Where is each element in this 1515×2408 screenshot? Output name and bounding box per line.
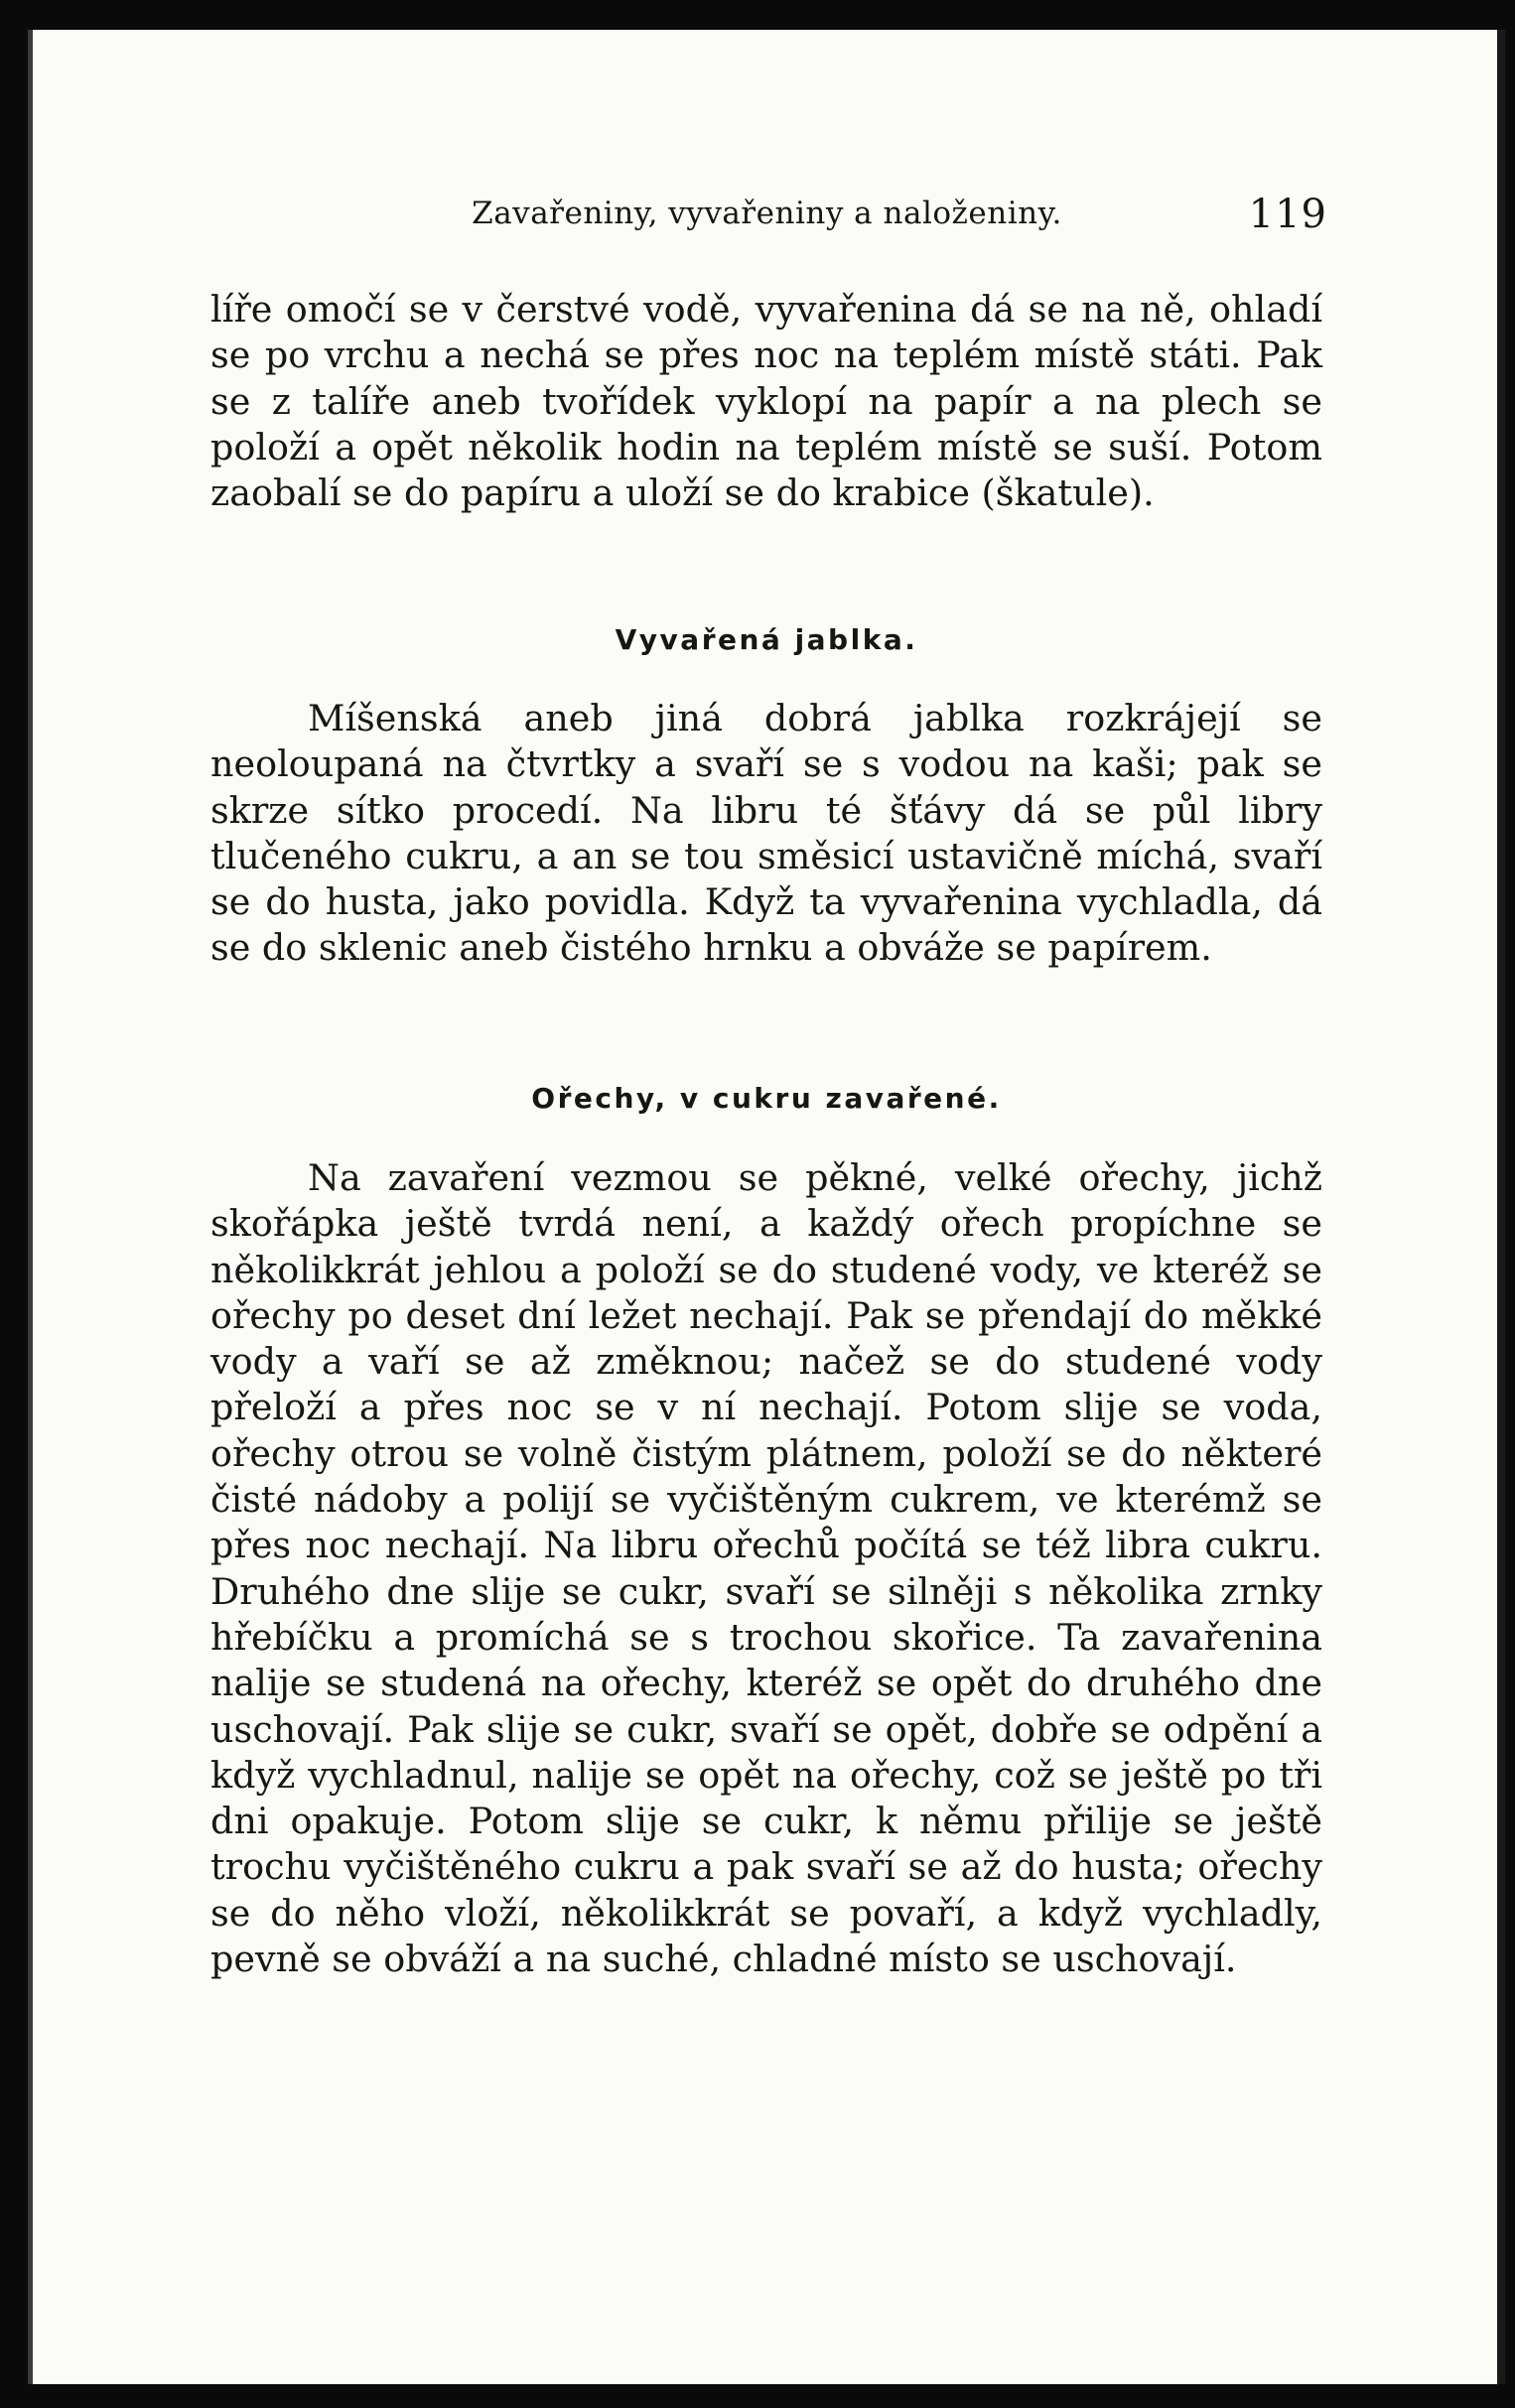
- walnuts-paragraph: [210, 1155, 1322, 1982]
- running-header: [208, 192, 1327, 245]
- page-gutter-edge: [28, 30, 33, 2384]
- walnuts-body: [210, 1155, 1322, 1982]
- walnuts-heading: Ořechy, v cukru zavařené.: [531, 1082, 1002, 1115]
- apples-body: [210, 696, 1322, 972]
- walnuts-text: Na zavaření vezmou se pěkné, velké ořechy, jichž skořápka ještě tvrdá není, a každý ořech propíchne se několikkrát jehlou a položí se do studené vody, ve kteréž se ořechy po deset dní ležet nechají. Pak se přendají do měkké vody a vaří se až změknou; načež se do studené vody přeloží a přes noc se v ní nechají. Potom slije se voda, ořechy otrou se volně čistým plátnem, položí se do některé čisté nádoby a polijí se vyčištěným cukrem, ve kterémž se přes noc nechají. Na libru ořechů počítá se též libra cukru. Druhého dne slije se cukr, svaří se silněji s několika zrnky hřebíčku a promíchá se s trochou skořice. Ta zavařenina nalije se studená na ořechy, kteréž se opět do druhého dne uschovají. Pak slije se cukr, svaří se opět, dobře se odpění a když vychladnul, nalije se opět na ořechy, což se ještě po tři dni opakuje. Potom slije se cukr, k němu přilije se ještě trochu vyčištěného cukru a pak svaří se až do husta; ořechy se do něho vloží, několikkrát se povaří, a když vychladly, pevně se obváží a na suché, chladné místo se uschovají.: [210, 1156, 1322, 1981]
- page-right-edge: [1497, 30, 1505, 2384]
- apples-text: Míšenská aneb jiná dobrá jablka rozkrájejí se neoloupaná na čtvrtky a svaří se s vodou na kaši; pak se skrze sítko procedí. Na libru té šťávy dá se půl libry tlučeného cukru, a an se tou směsicí ustavičně míchá, svaří se do husta, jako povidla. Když ta vyvařenina vychladla, dá se do sklenic aneb čistého hrnku a obváže se papírem.: [210, 697, 1322, 970]
- apples-heading: Vyvařená jablka.: [615, 623, 918, 656]
- walnuts-section: [210, 1082, 1322, 1115]
- page-number: 119: [1248, 192, 1327, 237]
- intro-section: [210, 287, 1322, 516]
- apples-paragraph: [210, 696, 1322, 972]
- apples-section: [210, 623, 1322, 656]
- intro-paragraph: líře omočí se v čerstvé vodě, vyvařenina dá se na ně, ohladí se po vrchu a nechá se přes noc na teplém místě státi. Pak se z talíře aneb tvořídek vyklopí na papír a na plech se položí a opět několik hodin na teplém místě se suší. Potom zaobalí se do papíru a uloží se do krabice (škatule).: [210, 288, 1322, 515]
- running-title: Zavařeniny, vyvařeniny a naloženiny.: [472, 196, 1062, 231]
